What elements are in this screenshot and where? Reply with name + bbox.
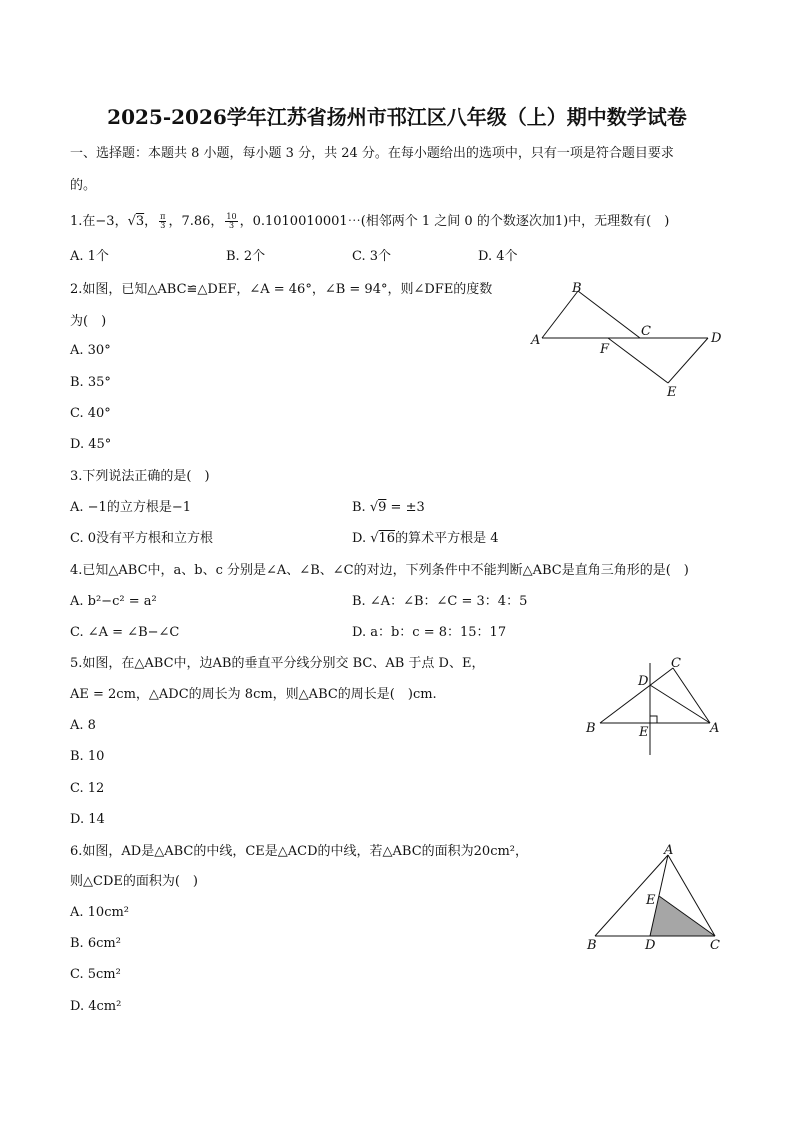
q5-option-c[interactable]: C. 12 bbox=[70, 781, 105, 796]
right-angle-mark bbox=[650, 716, 657, 723]
segment-da bbox=[650, 685, 710, 723]
segment-de bbox=[668, 338, 708, 383]
q2-option-b[interactable]: B. 35° bbox=[70, 375, 111, 390]
q6-option-d[interactable]: D. 4cm² bbox=[70, 999, 122, 1014]
label-c: C bbox=[671, 656, 681, 671]
q6-option-a[interactable]: A. 10cm² bbox=[70, 905, 130, 920]
q6-option-c[interactable]: C. 5cm² bbox=[70, 967, 121, 982]
section-heading: 一、选择题：本题共 8 小题，每小题 3 分，共 24 分。在每小题给出的选项中，只有一项是符合题目要求 bbox=[70, 146, 674, 161]
page-title: 2025-2026学年江苏省扬州市邗江区八年级（上）期中数学试卷 bbox=[107, 105, 687, 129]
q1-option-c[interactable]: C. 3个 bbox=[352, 249, 392, 264]
segment-ef bbox=[608, 338, 668, 383]
label-b: B bbox=[587, 938, 597, 953]
question-6-stem-cont: 则△CDE的面积为( ) bbox=[70, 874, 199, 889]
question-5-stem: 5.如图，在△ABC中，边AB的垂直平分线分别交 BC、AB 于点 D、E， bbox=[70, 656, 485, 671]
q6-figure bbox=[580, 840, 740, 955]
q4-option-a[interactable]: A. b²−c² = a² bbox=[70, 594, 157, 609]
q2-option-d[interactable]: D. 45° bbox=[70, 437, 112, 452]
label-b: B bbox=[586, 721, 596, 736]
q1-option-b[interactable]: B. 2个 bbox=[226, 249, 266, 264]
label-d: D bbox=[645, 938, 656, 953]
sqrt-sign: √ bbox=[370, 531, 379, 546]
label-c: C bbox=[641, 324, 651, 339]
q6-option-b[interactable]: B. 6cm² bbox=[70, 936, 121, 951]
q2-option-a[interactable]: A. 30° bbox=[70, 343, 111, 358]
q5-option-d[interactable]: D. 14 bbox=[70, 812, 105, 827]
fraction-pi-over-3: $\frac{\pi}{3}$ bbox=[160, 212, 166, 230]
fraction-10-over-3: $\frac{10}{3}$ bbox=[226, 212, 237, 230]
label-d: D bbox=[638, 674, 649, 689]
segment-ca bbox=[673, 668, 710, 723]
sqrt-sign: √ bbox=[127, 214, 136, 229]
q1-option-d[interactable]: D. 4个 bbox=[478, 249, 518, 264]
question-2-stem-cont: 为( ) bbox=[70, 314, 107, 329]
q5-option-b[interactable]: B. 10 bbox=[70, 749, 105, 764]
q2-option-c[interactable]: C. 40° bbox=[70, 406, 111, 421]
segment-bc bbox=[578, 291, 640, 338]
q5-option-a[interactable]: A. 8 bbox=[70, 718, 96, 733]
question-4-stem: 4.已知△ABC中，a、b、c 分别是∠A、∠B、∠C的对边，下列条件中不能判断△ABC是直角三角形的是( ) bbox=[70, 563, 689, 578]
label-c: C bbox=[710, 938, 720, 953]
question-3-stem: 3.下列说法正确的是( ) bbox=[70, 469, 210, 484]
sqrt-sign: √ bbox=[369, 500, 379, 515]
q1-option-a[interactable]: A. 1个 bbox=[70, 249, 109, 264]
segment-bc bbox=[600, 668, 673, 723]
label-e: E bbox=[639, 725, 649, 740]
label-b: B bbox=[572, 281, 582, 296]
q3-option-d[interactable]: D. √16的算术平方根是 4 bbox=[352, 531, 499, 546]
q3-option-b[interactable]: B. √9 = ±3 bbox=[352, 500, 425, 515]
label-a: A bbox=[531, 333, 541, 348]
q2-figure bbox=[525, 280, 725, 400]
label-d: D bbox=[711, 331, 722, 346]
label-e: E bbox=[667, 385, 677, 400]
label-a: A bbox=[664, 843, 674, 858]
q4-option-c[interactable]: C. ∠A = ∠B−∠C bbox=[70, 625, 180, 640]
segment-ab bbox=[542, 291, 578, 338]
q4-option-d[interactable]: D. a：b：c = 8：15：17 bbox=[352, 625, 507, 640]
section-heading-cont: 的。 bbox=[70, 178, 97, 193]
q4-option-b[interactable]: B. ∠A：∠B：∠C = 3：4：5 bbox=[352, 594, 528, 609]
shaded-triangle-cde bbox=[650, 896, 715, 936]
q3-option-a[interactable]: A. −1的立方根是−1 bbox=[70, 500, 191, 515]
q3-option-c[interactable]: C. 0没有平方根和立方根 bbox=[70, 531, 214, 546]
label-e: E bbox=[646, 893, 656, 908]
question-2-stem: 2.如图，已知△ABC≌△DEF，∠A = 46°，∠B = 94°，则∠DFE的度数 bbox=[70, 282, 493, 297]
question-1-stem: 1.在−3，√3， $\frac{\pi}{3}$ ，7.86， $\frac{10}{3}$ ，0.1010010001⋯(相邻两个 1 之间 0 的个数逐次加1)中，无理数有( ) bbox=[70, 212, 670, 230]
sqrt-3: 3 bbox=[135, 214, 145, 229]
question-6-stem: 6.如图，AD是△ABC的中线，CE是△ACD的中线，若△ABC的面积为20cm²， bbox=[70, 844, 529, 859]
q5-figure bbox=[580, 655, 740, 765]
question-5-stem-cont: AE = 2cm，△ADC的周长为 8cm，则△ABC的周长是( )cm. bbox=[70, 687, 437, 702]
label-f: F bbox=[600, 342, 610, 357]
label-a: A bbox=[710, 721, 720, 736]
